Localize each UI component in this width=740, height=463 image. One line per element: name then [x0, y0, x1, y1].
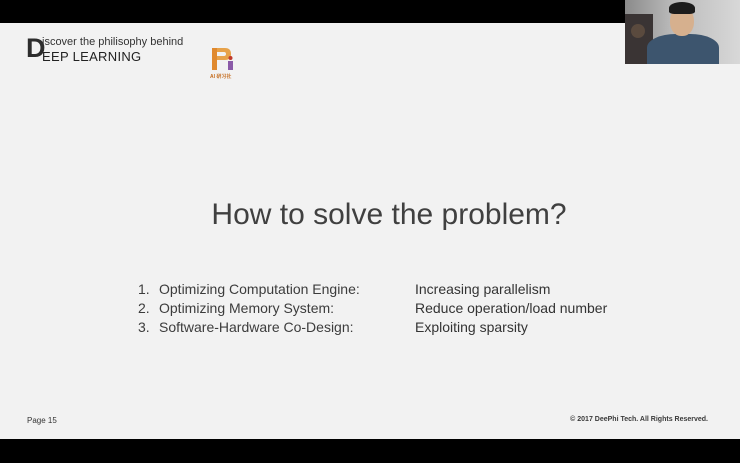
ai-brand-icon: [211, 46, 235, 72]
item-description: Reduce operation/load number: [415, 300, 608, 316]
item-number: 2.: [138, 300, 150, 316]
item-label: Optimizing Memory System:: [159, 300, 335, 316]
deep-learning-logo: [26, 33, 232, 80]
background-person: [631, 24, 645, 38]
presenter-body: [647, 34, 719, 64]
item-description: Exploiting sparsity: [415, 319, 528, 335]
presenter-webcam-overlay: [625, 0, 740, 64]
copyright-notice: © 2017 DeePhi Tech. All Rights Reserved.: [570, 416, 708, 423]
item-description: Increasing parallelism: [415, 281, 551, 297]
slide-title: How to solve the problem?: [211, 198, 567, 231]
presenter-hair: [669, 2, 695, 14]
item-number: 3.: [138, 319, 150, 335]
logo-tagline: iscover the philisophy behind: [42, 36, 184, 48]
video-letterbox-bottom: [0, 439, 740, 463]
page-number: Page 15: [27, 416, 57, 425]
logo-big-d: D: [26, 33, 46, 63]
presentation-slide: [0, 23, 740, 439]
item-label: Optimizing Computation Engine:: [159, 281, 360, 297]
item-number: 1.: [138, 281, 150, 297]
item-label: Software-Hardware Co-Design:: [159, 319, 354, 335]
logo-wordmark: EEP LEARNING: [42, 49, 142, 64]
brand-caption: AI 研习社: [210, 74, 232, 80]
